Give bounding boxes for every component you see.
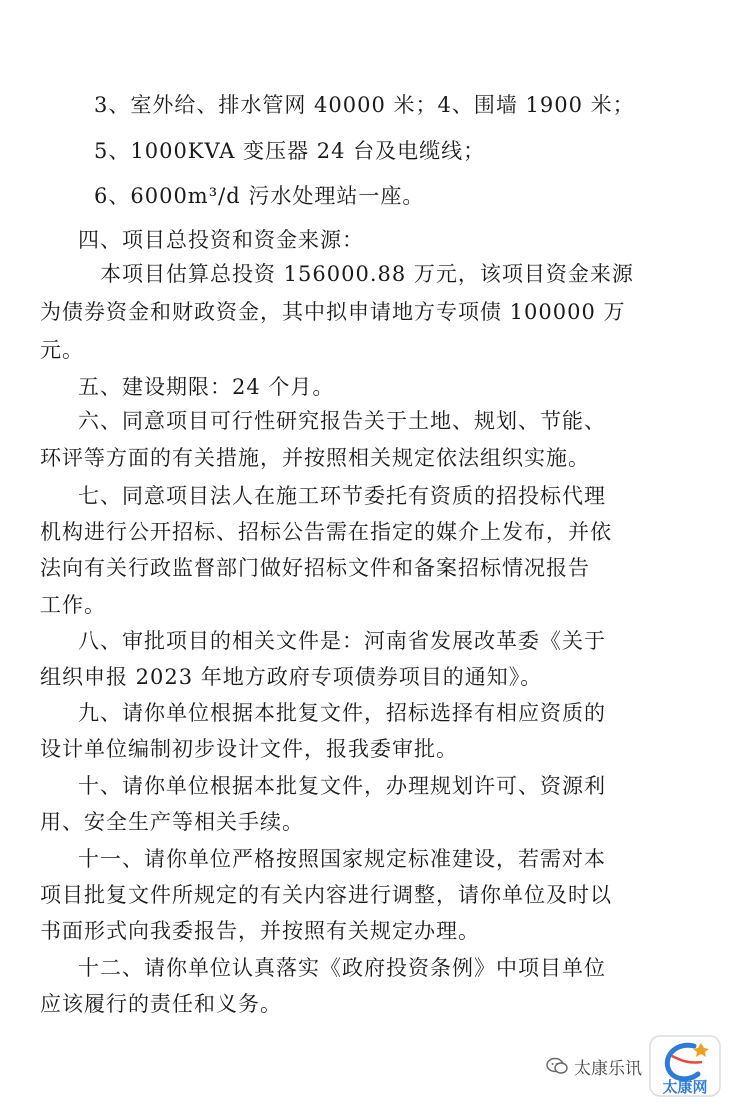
text-line: 十一、请你单位严格按照国家规定标准建设，若需对本 — [78, 847, 606, 871]
text-line: 六、同意项目可行性研究报告关于土地、规划、节能、 — [78, 409, 606, 433]
text-line: 为债券资金和财政资金，其中拟申请地方专项债 100000 万 — [40, 300, 626, 324]
text-line: 工作。 — [40, 593, 106, 617]
text-line: 环评等方面的有关措施，并按照相关规定依法组织实施。 — [40, 446, 590, 470]
wechat-icon — [546, 1057, 568, 1075]
section-heading: 五、建设期限：24 个月。 — [78, 375, 335, 399]
svg-text:太康网: 太康网 — [662, 1079, 708, 1096]
text-line: 6、6000m³/d 污水处理站一座。 — [94, 184, 425, 208]
text-line: 项目批复文件所规定的有关内容进行调整，请你单位及时以 — [40, 883, 612, 907]
text-line: 本项目估算总投资 156000.88 万元，该项目资金来源 — [100, 262, 634, 286]
text-line: 七、同意项目法人在施工环节委托有资质的招投标代理 — [78, 484, 606, 508]
text-line: 3、室外给、排水管网 40000 米；4、围墙 1900 米； — [94, 93, 635, 117]
site-logo — [648, 1034, 722, 1098]
text-line: 书面形式向我委报告，并按照有关规定办理。 — [40, 919, 480, 943]
text-line: 九、请你单位根据本批复文件，招标选择有相应资质的 — [78, 701, 606, 725]
text-line: 组织申报 2023 年地方政府专项债券项目的通知》。 — [40, 665, 543, 689]
text-line: 5、1000KVA 变压器 24 台及电缆线； — [94, 139, 486, 163]
text-line: 十、请你单位根据本批复文件，办理规划许可、资源利 — [78, 774, 606, 798]
text-line: 设计单位编制初步设计文件，报我委审批。 — [40, 737, 458, 761]
text-line: 十二、请你单位认真落实《政府投资条例》中项目单位 — [78, 956, 606, 980]
watermark-account-name: 太康乐讯 — [574, 1058, 642, 1078]
text-line: 机构进行公开招标、招标公告需在指定的媒介上发布，并依 — [40, 520, 612, 544]
text-line: 元。 — [40, 338, 84, 362]
text-line: 八、审批项目的相关文件是：河南省发展改革委《关于 — [78, 629, 606, 653]
text-line: 用、安全生产等相关手续。 — [40, 810, 304, 834]
watermark — [546, 1034, 722, 1098]
section-heading: 四、项目总投资和资金来源： — [78, 228, 364, 252]
text-line: 法向有关行政监督部门做好招标文件和备案招标情况报告 — [40, 556, 590, 580]
text-line: 应该履行的责任和义务。 — [40, 992, 282, 1016]
